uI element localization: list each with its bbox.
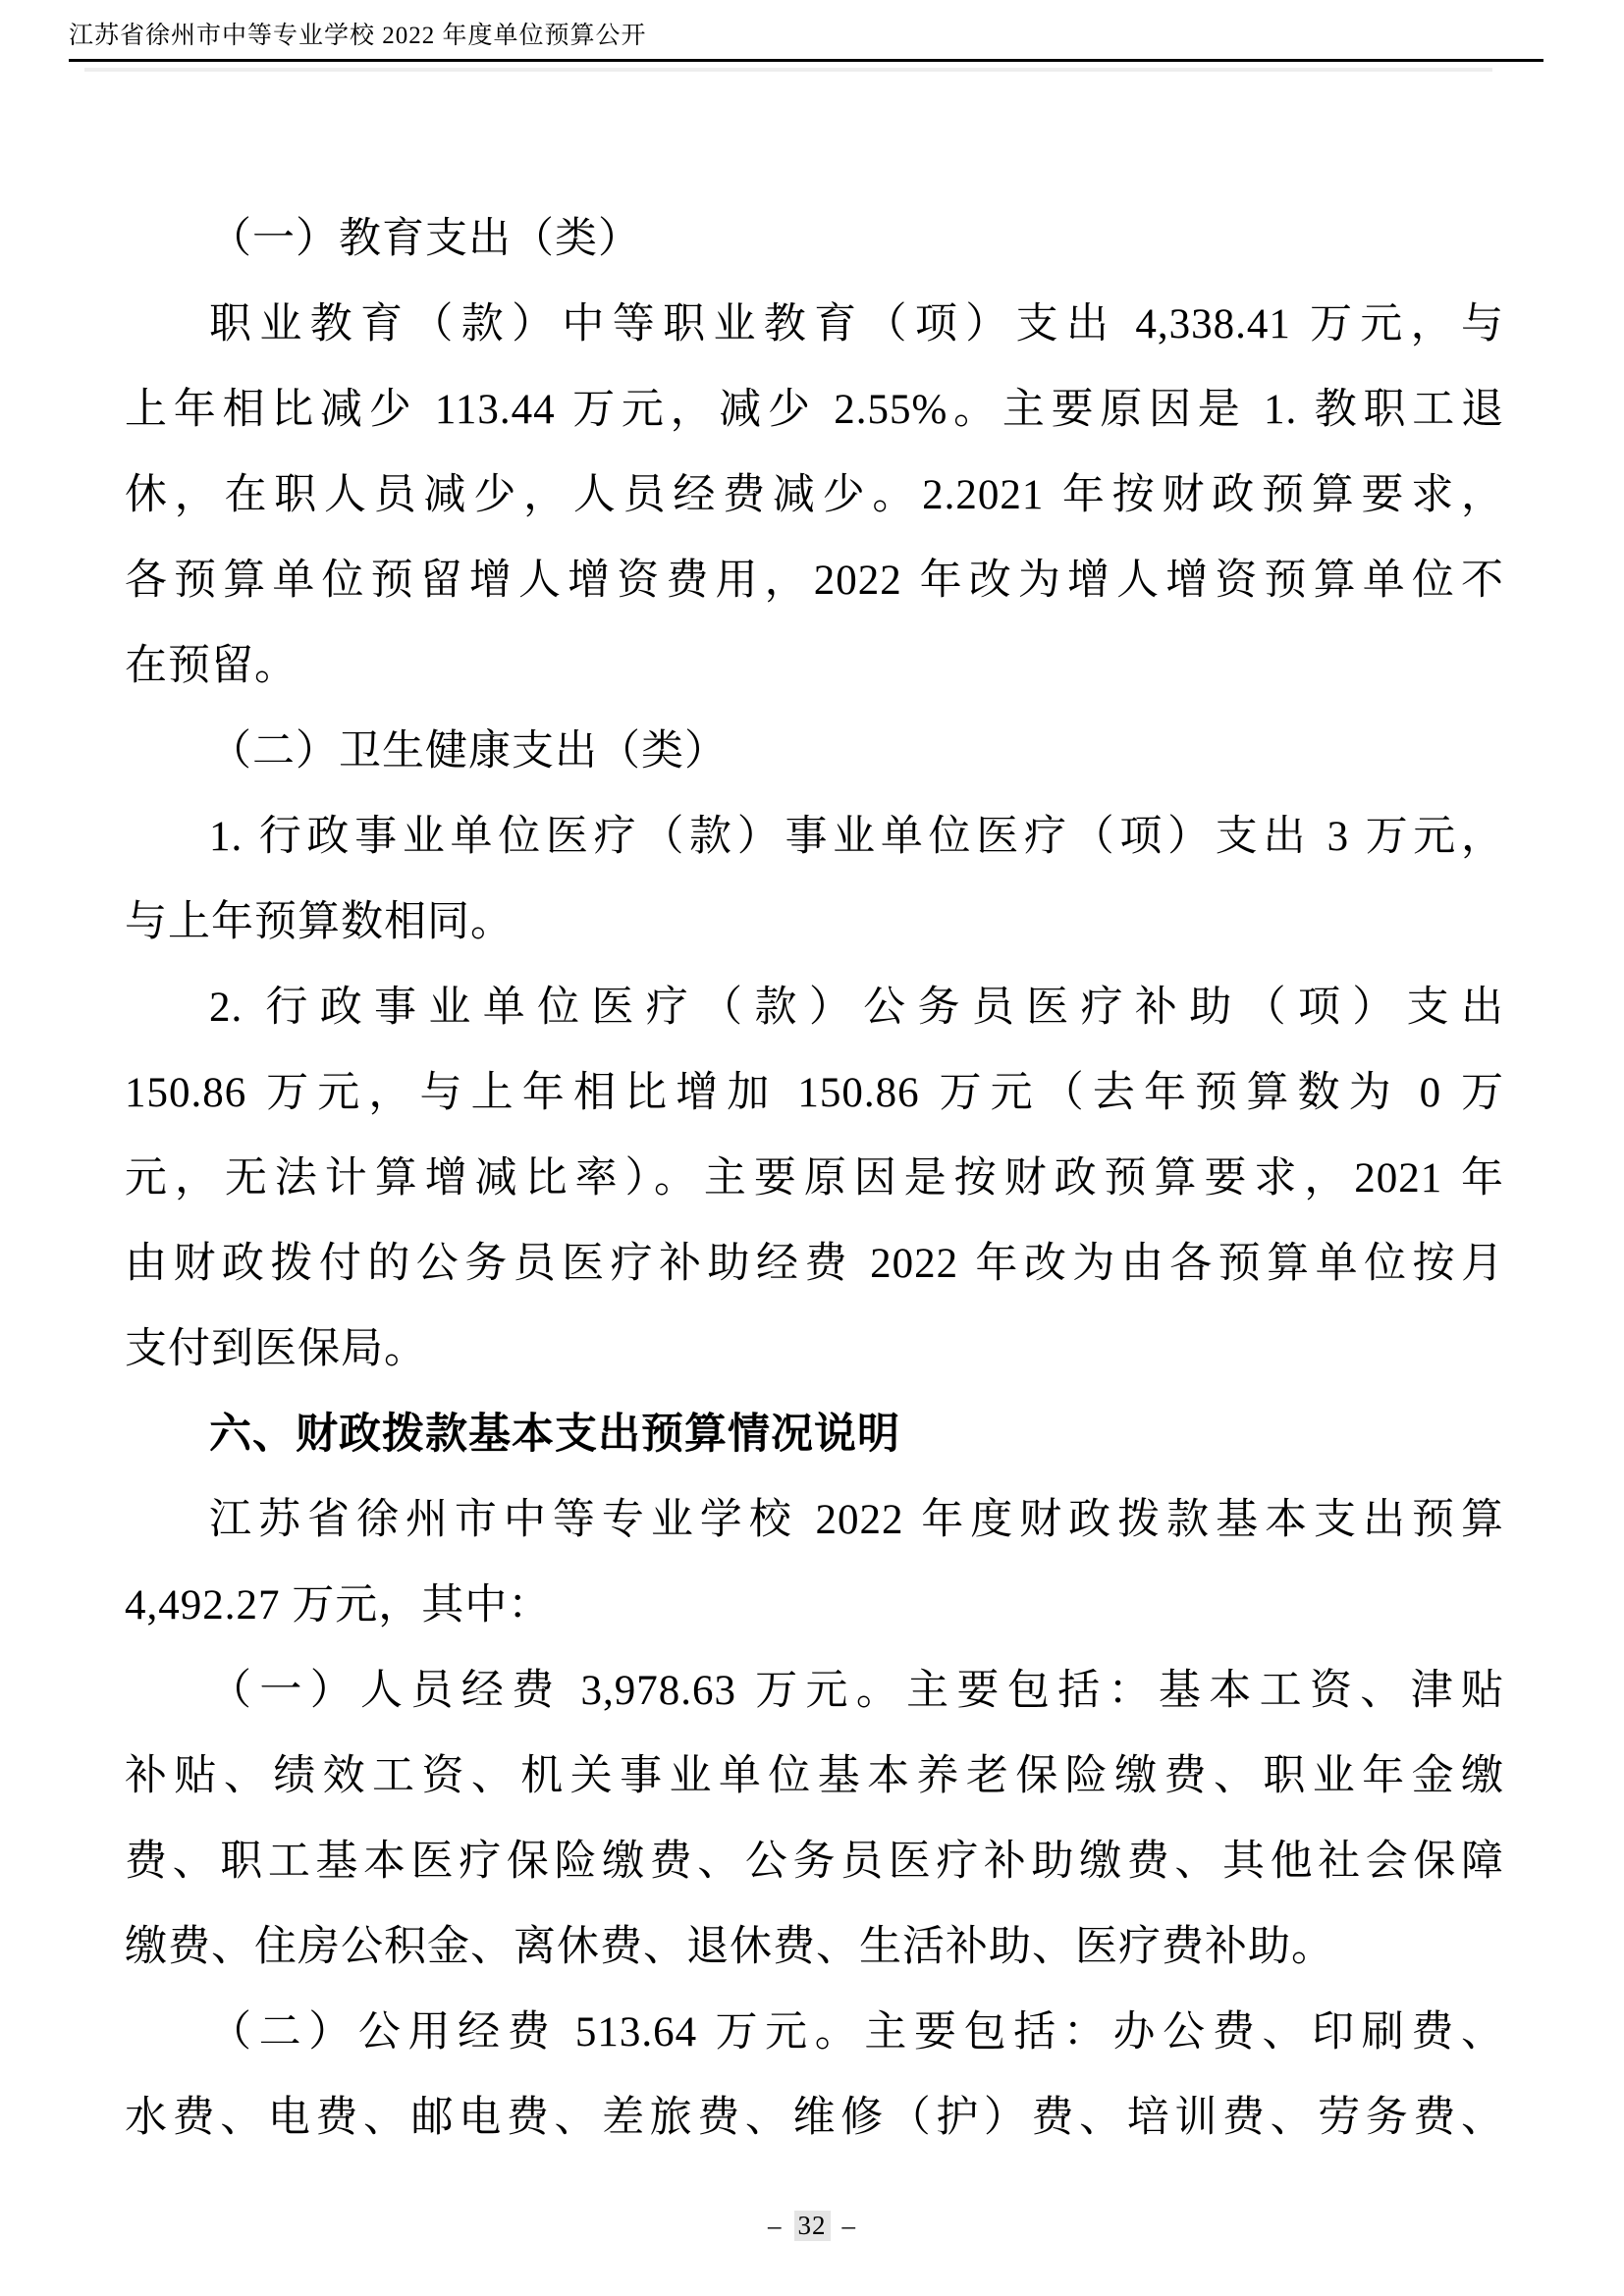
header-rule-shadow xyxy=(84,68,1492,72)
footer-dash-left: – xyxy=(768,2211,783,2240)
paragraph-line: （一）人员经费 3,978.63 万元。主要包括：基本工资、津贴 xyxy=(209,1668,1504,1714)
header-rule xyxy=(69,59,1543,62)
page-number: 32 xyxy=(794,2211,831,2241)
document-body xyxy=(125,196,1504,2161)
subsection-heading-education: （一）教育支出（类） xyxy=(209,216,641,262)
paragraph-line: 元，无法计算增减比率）。主要原因是按财政预算要求，2021 年 xyxy=(125,1155,1504,1201)
page-header-title: 江苏省徐州市中等专业学校 2022 年度单位预算公开 xyxy=(69,23,647,49)
paragraph-line: 江苏省徐州市中等专业学校 2022 年度财政拨款基本支出预算 xyxy=(209,1497,1504,1543)
paragraph-line: （二）公用经费 513.64 万元。主要包括：办公费、印刷费、 xyxy=(209,2009,1504,2056)
paragraph-line: 与上年预算数相同。 xyxy=(125,899,514,945)
footer-dash-right: – xyxy=(841,2211,856,2240)
paragraph-line: 支付到医保局。 xyxy=(125,1326,427,1372)
paragraph-line: 150.86 万元，与上年相比增加 150.86 万元（去年预算数为 0 万 xyxy=(125,1070,1504,1116)
paragraph-line: 4,492.27 万元，其中： xyxy=(125,1582,552,1629)
paragraph-line: 费、职工基本医疗保险缴费、公务员医疗补助缴费、其他社会保障 xyxy=(125,1839,1504,1885)
subsection-heading-health: （二）卫生健康支出（类） xyxy=(209,728,728,774)
paragraph-line: 上年相比减少 113.44 万元，减少 2.55%。主要原因是 1. 教职工退 xyxy=(125,387,1504,433)
paragraph-line: 2. 行政事业单位医疗（款）公务员医疗补助（项）支出 xyxy=(209,985,1504,1031)
paragraph-line: 补贴、绩效工资、机关事业单位基本养老保险缴费、职业年金缴 xyxy=(125,1753,1504,1799)
paragraph-line: 1. 行政事业单位医疗（款）事业单位医疗（项）支出 3 万元， xyxy=(209,814,1504,860)
paragraph-line: 在预留。 xyxy=(125,643,298,689)
paragraph-line: 由财政拨付的公务员医疗补助经费 2022 年改为由各预算单位按月 xyxy=(125,1241,1504,1287)
paragraph-line: 职业教育（款）中等职业教育（项）支出 4,338.41 万元，与 xyxy=(209,301,1504,347)
section-heading-basic-expenditure: 六、财政拨款基本支出预算情况说明 xyxy=(209,1412,900,1458)
paragraph-line: 水费、电费、邮电费、差旅费、维修（护）费、培训费、劳务费、 xyxy=(125,2095,1504,2141)
paragraph-line: 各预算单位预留增人增资费用，2022 年改为增人增资预算单位不 xyxy=(125,558,1504,604)
paragraph-line: 休，在职人员减少，人员经费减少。2.2021 年按财政预算要求， xyxy=(125,472,1504,518)
paragraph-line: 缴费、住房公积金、离休费、退休费、生活补助、医疗费补助。 xyxy=(125,1924,1334,1970)
page-footer xyxy=(0,2211,1624,2241)
